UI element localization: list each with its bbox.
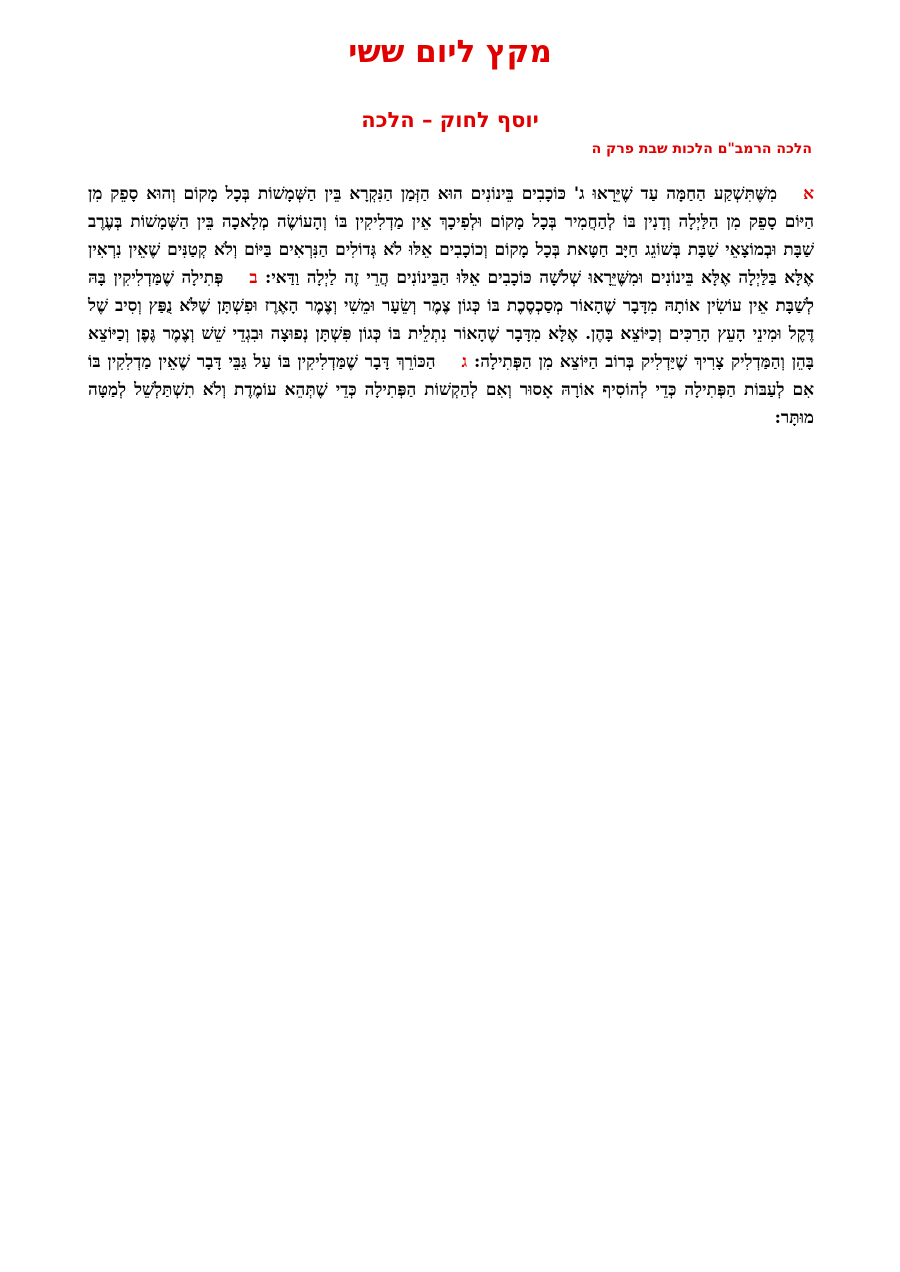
- paragraph-number: ג: [461, 352, 468, 372]
- paragraph-number: א: [803, 184, 814, 204]
- source-reference: הלכה הרמב"ם הלכות שבת פרק ה: [591, 141, 812, 157]
- paragraph-text: הַכּוֹרֵךְ דָּבָר שֶׁמַּדְלִיקִין בּוֹ עַל גַּבֵּי דָּבָר שֶׁאֵין מַדְלִקִין בּוֹ אִם לְעַבּוֹת הַפְּתִילָה כְּדֵי לְהוֹסִיף אוֹרָהּ אָסוּר וְאִם לְהַקְשׁוֹת הַפְּתִילָה כְּדֵי שֶׁתְּהֵא עוֹמֶדֶת וְלֹא תִשְׁתַּלְשֵׁל לְמַטָּה מוּתָּר:: [88, 352, 814, 428]
- paragraph-text: פְּתִילָה שֶׁמַּדְלִיקִין בָּהּ לְשַׁבָּת אֵין עוֹשִׂין אוֹתָהּ מִדָּבָר שֶׁהָאוֹר מְסַכְסֶכֶת בּוֹ כְּגוֹן צֶמֶר וְשֵׂעָר וּמֵשִׁי וְצֶמֶר הָאֶרֶז וּפִשְׁתָּן שֶׁלֹּא נֻפַּץ וְסִיב שֶׁל דֶּקֶל וּמִינֵי הָעֵץ הָרַכִּים וְכַיּוֹצֵא בָּהֶן. אֶלָּא מִדָּבָר שֶׁהָאוֹר נִתְלֵית בּוֹ כְּגוֹן פִּשְׁתָּן נְפוּצָה וּבִגְדֵי שֵׁשׁ וְצֶמֶר גֶּפֶן וְכַיּוֹצֵא בָּהֵן וְהַמַּדְלִיק צָרִיךְ שֶׁיַּדְלִיק בְּרוֹב הַיּוֹצֵא מִן הַפְּתִילָה:: [88, 268, 815, 372]
- page-subtitle: יוסף לחוק – הלכה: [361, 108, 539, 132]
- paragraph-number: ב: [249, 268, 258, 288]
- halacha-text: [88, 180, 814, 432]
- paragraph-text: מִשֶּׁתִּשְׁקַע הַחַמָּה עַד שֶׁיֵּרָאוּ ג' כּוֹכָבִים בֵּינוֹנִים הוּא הַזְּמַן הַנִּקְרָא בֵּין הַשְּׁמָשׁוֹת בְּכָל מָקוֹם וְהוּא סָפֵק מִן הַיּוֹם סָפֵק מִן הַלַּיְלָה וְדָנִין בּוֹ לְהַחֲמִיר בְּכָל מָקוֹם וּלְפִיכָךְ אֵין מַדְלִיקִין בּוֹ וְהָעוֹשֶׂה מְלָאכָה בֵּין הַשְּׁמָשׁוֹת בְּעֶרֶב שַׁבָּת וּבְמוֹצָאֵי שַׁבָּת בְּשׁוֹגֵג חַיָּב חַטָּאת בְּכָל מָקוֹם וְכוֹכָבִים אֵלּוּ לֹא גְּדוֹלִים הַנִּרְאִים בַּיּוֹם וְלֹא קְטַנִּים שֶׁאֵין נִרְאִין אֶלָּא בַּלַּיְלָה אֶלָּא בֵּינוֹנִים וּמִשֶּׁיֵּרָאוּ שְׁלֹשָׁה כּוֹכָבִים אֵלּוּ הַבֵּינוֹנִים הֲרֵי זֶה לַיְלָה וַדַּאי:: [88, 184, 815, 288]
- page-title: מקץ ליום ששי: [348, 34, 552, 70]
